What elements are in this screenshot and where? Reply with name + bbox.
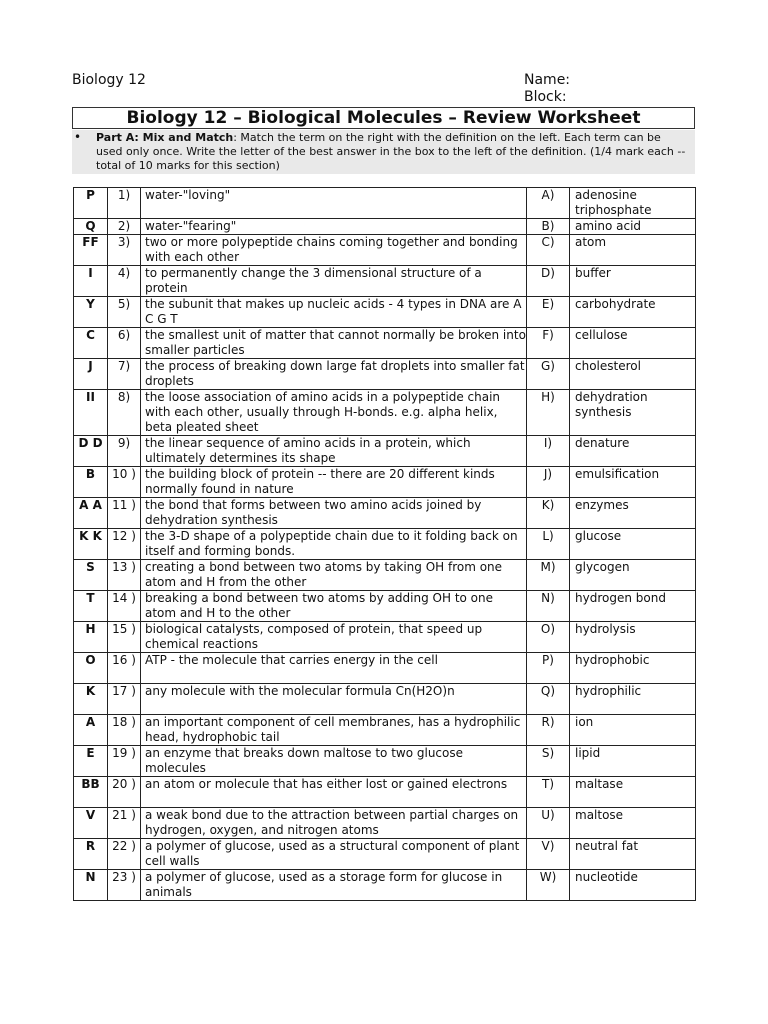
table-row [74, 498, 696, 529]
table-row [74, 467, 696, 498]
question-number: 15 ) [108, 622, 141, 653]
bullet-icon: • [74, 130, 82, 144]
question-number: 4) [108, 266, 141, 297]
answer-box[interactable]: K K [74, 529, 108, 560]
question-number: 23 ) [108, 870, 141, 901]
answer-box[interactable]: B [74, 467, 108, 498]
definition-text: the linear sequence of amino acids in a protein, which ultimately determines its shape [141, 436, 527, 467]
term-letter: W) [527, 870, 570, 901]
question-number: 5) [108, 297, 141, 328]
definition-text: the bond that forms between two amino acids joined by dehydration synthesis [141, 498, 527, 529]
definition-text: a polymer of glucose, used as a structural component of plant cell walls [141, 839, 527, 870]
course-label: Biology 12 [72, 72, 146, 88]
term-letter: B) [527, 219, 570, 235]
answer-box[interactable]: A A [74, 498, 108, 529]
term-text: dehydration synthesis [570, 390, 696, 436]
question-number: 7) [108, 359, 141, 390]
term-letter: D) [527, 266, 570, 297]
table-row [74, 715, 696, 746]
term-letter: E) [527, 297, 570, 328]
term-text: carbohydrate [570, 297, 696, 328]
term-letter: T) [527, 777, 570, 808]
term-text: maltase [570, 777, 696, 808]
term-text: emulsification [570, 467, 696, 498]
table-row [74, 777, 696, 808]
table-row [74, 359, 696, 390]
term-letter: N) [527, 591, 570, 622]
term-letter: U) [527, 808, 570, 839]
definition-text: the loose association of amino acids in a polypeptide chain with each other, usually through H-bonds. e.g. alpha helix, beta pleated sheet [141, 390, 527, 436]
answer-box[interactable]: FF [74, 235, 108, 266]
block-label: Block: [524, 89, 567, 105]
table-row [74, 622, 696, 653]
definition-text: the subunit that makes up nucleic acids - 4 types in DNA are A C G T [141, 297, 527, 328]
table-row [74, 746, 696, 777]
question-number: 22 ) [108, 839, 141, 870]
answer-box[interactable]: II [74, 390, 108, 436]
definition-text: an enzyme that breaks down maltose to two glucose molecules [141, 746, 527, 777]
term-text: hydrolysis [570, 622, 696, 653]
instructions [72, 130, 695, 174]
definition-text: the 3-D shape of a polypeptide chain due to it folding back on itself and forming bonds. [141, 529, 527, 560]
answer-box[interactable]: O [74, 653, 108, 684]
table-row [74, 591, 696, 622]
term-letter: K) [527, 498, 570, 529]
answer-box[interactable]: R [74, 839, 108, 870]
answer-box[interactable]: H [74, 622, 108, 653]
question-number: 17 ) [108, 684, 141, 715]
definition-text: the process of breaking down large fat droplets into smaller fat droplets [141, 359, 527, 390]
definition-text: breaking a bond between two atoms by adding OH to one atom and H to the other [141, 591, 527, 622]
table-row [74, 219, 696, 235]
question-number: 16 ) [108, 653, 141, 684]
question-number: 11 ) [108, 498, 141, 529]
table-row [74, 297, 696, 328]
term-letter: R) [527, 715, 570, 746]
term-letter: V) [527, 839, 570, 870]
term-text: buffer [570, 266, 696, 297]
answer-box[interactable]: E [74, 746, 108, 777]
answer-box[interactable]: P [74, 188, 108, 219]
term-letter: H) [527, 390, 570, 436]
term-letter: I) [527, 436, 570, 467]
question-number: 3) [108, 235, 141, 266]
table-row [74, 839, 696, 870]
definition-text: to permanently change the 3 dimensional structure of a protein [141, 266, 527, 297]
table-row [74, 266, 696, 297]
term-text: glycogen [570, 560, 696, 591]
table-row [74, 684, 696, 715]
term-text: hydrogen bond [570, 591, 696, 622]
question-number: 14 ) [108, 591, 141, 622]
term-text: hydrophobic [570, 653, 696, 684]
question-number: 8) [108, 390, 141, 436]
definition-text: an important component of cell membranes, has a hydrophilic head, hydrophobic tail [141, 715, 527, 746]
term-text: neutral fat [570, 839, 696, 870]
question-number: 12 ) [108, 529, 141, 560]
question-number: 9) [108, 436, 141, 467]
term-text: nucleotide [570, 870, 696, 901]
answer-box[interactable]: BB [74, 777, 108, 808]
worksheet-title: Biology 12 – Biological Molecules – Review Worksheet [72, 107, 695, 129]
table-row [74, 328, 696, 359]
instructions-text [96, 131, 690, 173]
definition-text: a polymer of glucose, used as a storage form for glucose in animals [141, 870, 527, 901]
table-row [74, 529, 696, 560]
term-letter: C) [527, 235, 570, 266]
table-row [74, 560, 696, 591]
term-letter: S) [527, 746, 570, 777]
term-text: atom [570, 235, 696, 266]
table-row [74, 235, 696, 266]
term-text: hydrophilic [570, 684, 696, 715]
table-row [74, 436, 696, 467]
answer-box[interactable]: A [74, 715, 108, 746]
definition-text: creating a bond between two atoms by taking OH from one atom and H from the other [141, 560, 527, 591]
answer-box[interactable]: Y [74, 297, 108, 328]
term-letter: M) [527, 560, 570, 591]
question-number: 6) [108, 328, 141, 359]
answer-box[interactable]: K [74, 684, 108, 715]
term-letter: L) [527, 529, 570, 560]
term-text: adenosine triphosphate [570, 188, 696, 219]
question-number: 1) [108, 188, 141, 219]
term-text: lipid [570, 746, 696, 777]
term-letter: F) [527, 328, 570, 359]
table-row [74, 870, 696, 901]
answer-box[interactable]: N [74, 870, 108, 901]
definition-text: biological catalysts, composed of protein, that speed up chemical reactions [141, 622, 527, 653]
question-number: 18 ) [108, 715, 141, 746]
definition-text: water-"loving" [141, 188, 527, 219]
instructions-body: : Match the term on the right with the definition on the left. Each term can be used only once. Write the letter of the best answer in the box to the left of the definition. (1/4 mark each -- total of 10 marks for this section) [96, 131, 686, 172]
definition-text: any molecule with the molecular formula Cn(H2O)n [141, 684, 527, 715]
table-row [74, 188, 696, 219]
term-text: enzymes [570, 498, 696, 529]
student-info [524, 72, 570, 106]
term-letter: P) [527, 653, 570, 684]
term-letter: Q) [527, 684, 570, 715]
question-number: 13 ) [108, 560, 141, 591]
answer-box[interactable]: Q [74, 219, 108, 235]
answer-box[interactable]: S [74, 560, 108, 591]
answer-box[interactable]: I [74, 266, 108, 297]
table-row [74, 808, 696, 839]
term-text: ion [570, 715, 696, 746]
definition-text: the building block of protein -- there are 20 different kinds normally found in nature [141, 467, 527, 498]
question-number: 19 ) [108, 746, 141, 777]
term-letter: A) [527, 188, 570, 219]
answer-box[interactable]: T [74, 591, 108, 622]
table-row [74, 653, 696, 684]
table-row [74, 390, 696, 436]
term-text: glucose [570, 529, 696, 560]
term-text: cellulose [570, 328, 696, 359]
definition-text: ATP - the molecule that carries energy in the cell [141, 653, 527, 684]
term-text: cholesterol [570, 359, 696, 390]
answer-box[interactable]: V [74, 808, 108, 839]
question-number: 2) [108, 219, 141, 235]
part-label: Part A: Mix and Match [96, 131, 234, 144]
definition-text: an atom or molecule that has either lost or gained electrons [141, 777, 527, 808]
matching-table [73, 187, 696, 901]
name-label: Name: [524, 72, 571, 88]
term-letter: G) [527, 359, 570, 390]
term-letter: O) [527, 622, 570, 653]
answer-box[interactable]: D D [74, 436, 108, 467]
definition-text: the smallest unit of matter that cannot normally be broken into smaller particles [141, 328, 527, 359]
term-text: amino acid [570, 219, 696, 235]
definition-text: two or more polypeptide chains coming together and bonding with each other [141, 235, 527, 266]
term-text: denature [570, 436, 696, 467]
definition-text: a weak bond due to the attraction between partial charges on hydrogen, oxygen, and nitrogen atoms [141, 808, 527, 839]
question-number: 20 ) [108, 777, 141, 808]
definition-text: water-"fearing" [141, 219, 527, 235]
question-number: 21 ) [108, 808, 141, 839]
answer-box[interactable]: C [74, 328, 108, 359]
term-text: maltose [570, 808, 696, 839]
term-letter: J) [527, 467, 570, 498]
question-number: 10 ) [108, 467, 141, 498]
answer-box[interactable]: J [74, 359, 108, 390]
